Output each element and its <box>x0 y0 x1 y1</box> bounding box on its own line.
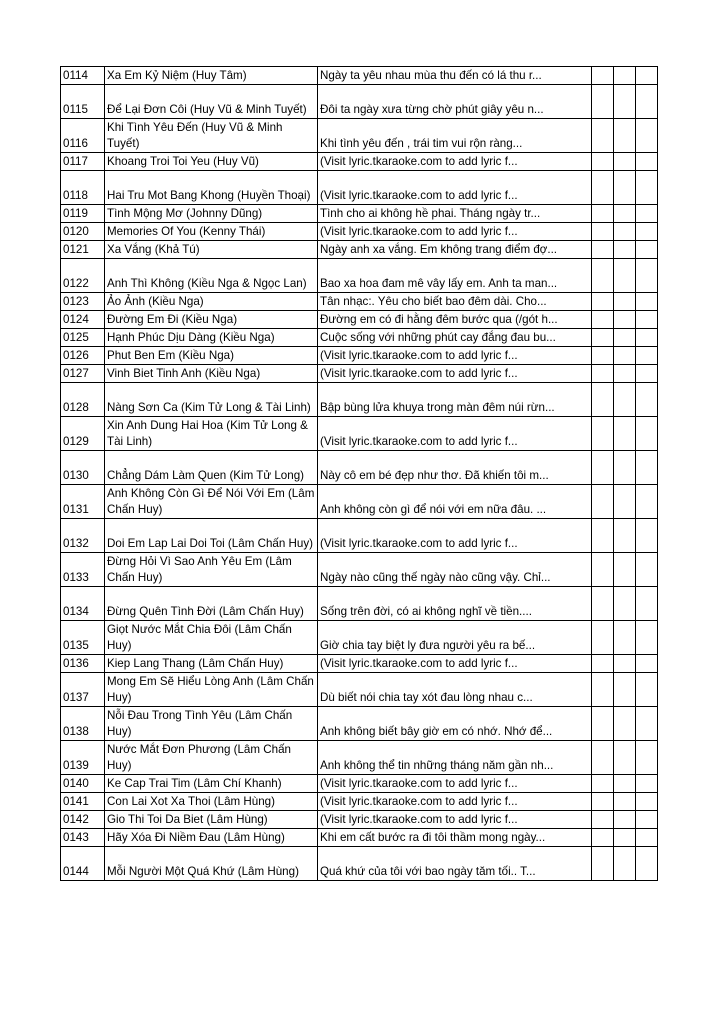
empty-cell <box>614 553 636 587</box>
table-row <box>61 655 658 673</box>
empty-cell <box>636 171 658 205</box>
table-row <box>61 223 658 241</box>
song-list-body <box>61 67 658 881</box>
song-title-cell: Ảo Ảnh (Kiều Nga) <box>105 293 318 311</box>
table-row <box>61 259 658 293</box>
empty-cell <box>636 519 658 553</box>
empty-cell <box>614 811 636 829</box>
song-id-cell: 0132 <box>61 519 105 553</box>
song-id-cell: 0141 <box>61 793 105 811</box>
empty-cell <box>592 553 614 587</box>
table-row <box>61 347 658 365</box>
song-id-cell: 0133 <box>61 553 105 587</box>
empty-cell <box>636 311 658 329</box>
empty-cell <box>636 553 658 587</box>
lyric-preview-cell: (Visit lyric.tkaraoke.com to add lyric f... <box>318 417 592 451</box>
empty-cell <box>636 655 658 673</box>
table-row <box>61 365 658 383</box>
song-title-cell: Khoang Troi Toi Yeu (Huy Vũ) <box>105 153 318 171</box>
empty-cell <box>614 451 636 485</box>
song-id-cell: 0124 <box>61 311 105 329</box>
table-row <box>61 775 658 793</box>
song-id-cell: 0115 <box>61 85 105 119</box>
empty-cell <box>592 829 614 847</box>
lyric-preview-cell: Anh không biết bây giờ em có nhớ. Nhớ để... <box>318 707 592 741</box>
empty-cell <box>636 741 658 775</box>
lyric-preview-cell: (Visit lyric.tkaraoke.com to add lyric f... <box>318 171 592 205</box>
empty-cell <box>592 311 614 329</box>
empty-cell <box>636 223 658 241</box>
empty-cell <box>636 775 658 793</box>
table-row <box>61 205 658 223</box>
song-title-cell: Xa Vắng (Khả Tú) <box>105 241 318 259</box>
empty-cell <box>592 451 614 485</box>
table-row <box>61 829 658 847</box>
empty-cell <box>592 485 614 519</box>
song-title-cell: Xin Anh Dung Hai Hoa (Kim Tử Long & Tài Linh) <box>105 417 318 451</box>
empty-cell <box>614 417 636 451</box>
lyric-preview-cell: Dù biết nói chia tay xót đau lòng nhau c... <box>318 673 592 707</box>
song-id-cell: 0131 <box>61 485 105 519</box>
lyric-preview-cell: Ngày nào cũng thế ngày nào cũng vậy. Chỉ... <box>318 553 592 587</box>
table-row <box>61 553 658 587</box>
empty-cell <box>614 775 636 793</box>
table-row <box>61 293 658 311</box>
empty-cell <box>592 655 614 673</box>
lyric-preview-cell: (Visit lyric.tkaraoke.com to add lyric f... <box>318 365 592 383</box>
empty-cell <box>592 347 614 365</box>
lyric-preview-cell: Giờ chia tay biệt ly đưa người yêu ra bế... <box>318 621 592 655</box>
empty-cell <box>636 383 658 417</box>
empty-cell <box>592 811 614 829</box>
song-id-cell: 0142 <box>61 811 105 829</box>
lyric-preview-cell: Đường em có đi hằng đêm bước qua (/gót h... <box>318 311 592 329</box>
empty-cell <box>592 223 614 241</box>
empty-cell <box>592 741 614 775</box>
song-title-cell: Hãy Xóa Đi Niềm Đau (Lâm Hùng) <box>105 829 318 847</box>
song-title-cell: Đừng Hỏi Vì Sao Anh Yêu Em (Lâm Chấn Huy) <box>105 553 318 587</box>
lyric-preview-cell: Anh không còn gì để nói với em nữa đâu. ... <box>318 485 592 519</box>
song-id-cell: 0139 <box>61 741 105 775</box>
song-title-cell: Đừng Quên Tình Đời (Lâm Chấn Huy) <box>105 587 318 621</box>
song-title-cell: Kiep Lang Thang (Lâm Chấn Huy) <box>105 655 318 673</box>
lyric-preview-cell: Khi em cất bước ra đi tôi thầm mong ngày... <box>318 829 592 847</box>
empty-cell <box>614 171 636 205</box>
table-row <box>61 811 658 829</box>
lyric-preview-cell: Tân nhạc:. Yêu cho biết bao đêm dài. Cho... <box>318 293 592 311</box>
empty-cell <box>614 311 636 329</box>
song-id-cell: 0121 <box>61 241 105 259</box>
empty-cell <box>614 293 636 311</box>
table-row <box>61 67 658 85</box>
table-row <box>61 329 658 347</box>
song-title-cell: Hai Tru Mot Bang Khong (Huyền Thoại) <box>105 171 318 205</box>
empty-cell <box>636 587 658 621</box>
song-title-cell: Đường Em Đi (Kiều Nga) <box>105 311 318 329</box>
empty-cell <box>614 741 636 775</box>
song-title-cell: Xa Em Kỷ Niệm (Huy Tâm) <box>105 67 318 85</box>
table-row <box>61 741 658 775</box>
song-id-cell: 0114 <box>61 67 105 85</box>
song-id-cell: 0125 <box>61 329 105 347</box>
empty-cell <box>636 673 658 707</box>
song-id-cell: 0119 <box>61 205 105 223</box>
empty-cell <box>592 793 614 811</box>
song-title-cell: Mong Em Sẽ Hiểu Lòng Anh (Lâm Chấn Huy) <box>105 673 318 707</box>
empty-cell <box>614 485 636 519</box>
empty-cell <box>614 85 636 119</box>
song-title-cell: Memories Of You (Kenny Thái) <box>105 223 318 241</box>
empty-cell <box>636 829 658 847</box>
empty-cell <box>614 655 636 673</box>
empty-cell <box>614 621 636 655</box>
song-title-cell: Nàng Sơn Ca (Kim Tử Long & Tài Linh) <box>105 383 318 417</box>
song-title-cell: Phut Ben Em (Kiều Nga) <box>105 347 318 365</box>
song-id-cell: 0143 <box>61 829 105 847</box>
empty-cell <box>614 587 636 621</box>
empty-cell <box>614 365 636 383</box>
empty-cell <box>636 241 658 259</box>
table-row <box>61 241 658 259</box>
empty-cell <box>592 329 614 347</box>
table-row <box>61 85 658 119</box>
song-id-cell: 0130 <box>61 451 105 485</box>
lyric-preview-cell: (Visit lyric.tkaraoke.com to add lyric f... <box>318 519 592 553</box>
empty-cell <box>636 621 658 655</box>
lyric-preview-cell: Anh không thể tin những tháng năm gần nh... <box>318 741 592 775</box>
song-id-cell: 0120 <box>61 223 105 241</box>
song-id-cell: 0117 <box>61 153 105 171</box>
song-id-cell: 0122 <box>61 259 105 293</box>
song-title-cell: Gio Thi Toi Da Biet (Lâm Hùng) <box>105 811 318 829</box>
song-title-cell: Khi Tình Yêu Đến (Huy Vũ & Minh Tuyết) <box>105 119 318 153</box>
table-row <box>61 793 658 811</box>
song-list-table <box>60 66 658 881</box>
empty-cell <box>636 67 658 85</box>
song-id-cell: 0136 <box>61 655 105 673</box>
empty-cell <box>592 383 614 417</box>
empty-cell <box>636 85 658 119</box>
empty-cell <box>592 259 614 293</box>
empty-cell <box>592 587 614 621</box>
empty-cell <box>592 365 614 383</box>
empty-cell <box>614 153 636 171</box>
lyric-preview-cell: Ngày ta yêu nhau mùa thu đến có lá thu r... <box>318 67 592 85</box>
song-id-cell: 0123 <box>61 293 105 311</box>
empty-cell <box>636 347 658 365</box>
song-title-cell: Tình Mộng Mơ (Johnny Dũng) <box>105 205 318 223</box>
empty-cell <box>636 205 658 223</box>
table-row <box>61 119 658 153</box>
empty-cell <box>592 171 614 205</box>
song-title-cell: Ke Cap Trai Tim (Lâm Chí Khanh) <box>105 775 318 793</box>
empty-cell <box>592 119 614 153</box>
song-title-cell: Để Lại Đơn Côi (Huy Vũ & Minh Tuyết) <box>105 85 318 119</box>
empty-cell <box>614 119 636 153</box>
empty-cell <box>614 329 636 347</box>
empty-cell <box>636 707 658 741</box>
lyric-preview-cell: (Visit lyric.tkaraoke.com to add lyric f... <box>318 793 592 811</box>
song-title-cell: Doi Em Lap Lai Doi Toi (Lâm Chấn Huy) <box>105 519 318 553</box>
song-title-cell: Anh Thì Không (Kiều Nga & Ngọc Lan) <box>105 259 318 293</box>
lyric-preview-cell: Ngày anh xa vắng. Em không trang điểm đợ... <box>318 241 592 259</box>
empty-cell <box>592 707 614 741</box>
empty-cell <box>592 621 614 655</box>
song-id-cell: 0135 <box>61 621 105 655</box>
lyric-preview-cell: Tình cho ai không hề phai. Tháng ngày tr... <box>318 205 592 223</box>
table-row <box>61 383 658 417</box>
empty-cell <box>636 485 658 519</box>
empty-cell <box>592 847 614 881</box>
empty-cell <box>636 847 658 881</box>
song-title-cell: Chẳng Dám Làm Quen (Kim Tử Long) <box>105 451 318 485</box>
empty-cell <box>636 153 658 171</box>
empty-cell <box>614 673 636 707</box>
lyric-preview-cell: Sống trên đời, có ai không nghĩ về tiền.... <box>318 587 592 621</box>
song-title-cell: Hạnh Phúc Dịu Dàng (Kiều Nga) <box>105 329 318 347</box>
table-row <box>61 673 658 707</box>
empty-cell <box>592 293 614 311</box>
table-row <box>61 621 658 655</box>
empty-cell <box>592 673 614 707</box>
empty-cell <box>592 153 614 171</box>
song-id-cell: 0118 <box>61 171 105 205</box>
empty-cell <box>636 293 658 311</box>
lyric-preview-cell: Bao xa hoa đam mê vây lấy em. Anh ta man... <box>318 259 592 293</box>
table-row <box>61 587 658 621</box>
empty-cell <box>592 67 614 85</box>
lyric-preview-cell: (Visit lyric.tkaraoke.com to add lyric f... <box>318 223 592 241</box>
song-id-cell: 0134 <box>61 587 105 621</box>
song-title-cell: Anh Không Còn Gì Để Nói Với Em (Lâm Chấn Huy) <box>105 485 318 519</box>
song-id-cell: 0126 <box>61 347 105 365</box>
lyric-preview-cell: Khi tình yêu đến , trái tim vui rộn ràng... <box>318 119 592 153</box>
empty-cell <box>614 829 636 847</box>
empty-cell <box>614 847 636 881</box>
empty-cell <box>636 365 658 383</box>
song-id-cell: 0129 <box>61 417 105 451</box>
lyric-preview-cell: (Visit lyric.tkaraoke.com to add lyric f... <box>318 153 592 171</box>
song-id-cell: 0140 <box>61 775 105 793</box>
song-title-cell: Vinh Biet Tinh Anh (Kiều Nga) <box>105 365 318 383</box>
table-row <box>61 417 658 451</box>
table-row <box>61 451 658 485</box>
empty-cell <box>614 519 636 553</box>
empty-cell <box>614 259 636 293</box>
song-id-cell: 0116 <box>61 119 105 153</box>
empty-cell <box>614 707 636 741</box>
empty-cell <box>592 775 614 793</box>
empty-cell <box>636 119 658 153</box>
table-row <box>61 847 658 881</box>
table-row <box>61 519 658 553</box>
empty-cell <box>614 383 636 417</box>
empty-cell <box>636 259 658 293</box>
empty-cell <box>592 417 614 451</box>
empty-cell <box>614 347 636 365</box>
empty-cell <box>636 329 658 347</box>
song-id-cell: 0127 <box>61 365 105 383</box>
empty-cell <box>614 223 636 241</box>
lyric-preview-cell: (Visit lyric.tkaraoke.com to add lyric f... <box>318 811 592 829</box>
table-row <box>61 311 658 329</box>
song-id-cell: 0128 <box>61 383 105 417</box>
empty-cell <box>592 241 614 259</box>
song-title-cell: Nỗi Đau Trong Tình Yêu (Lâm Chấn Huy) <box>105 707 318 741</box>
empty-cell <box>614 67 636 85</box>
song-id-cell: 0144 <box>61 847 105 881</box>
lyric-preview-cell: (Visit lyric.tkaraoke.com to add lyric f... <box>318 347 592 365</box>
empty-cell <box>614 241 636 259</box>
song-id-cell: 0137 <box>61 673 105 707</box>
lyric-preview-cell: Cuộc sống với những phút cay đắng đau bu... <box>318 329 592 347</box>
empty-cell <box>636 793 658 811</box>
empty-cell <box>614 205 636 223</box>
lyric-preview-cell: (Visit lyric.tkaraoke.com to add lyric f... <box>318 775 592 793</box>
lyric-preview-cell: Quá khứ của tôi với bao ngày tăm tối.. T... <box>318 847 592 881</box>
song-title-cell: Nước Mắt Đơn Phương (Lâm Chấn Huy) <box>105 741 318 775</box>
empty-cell <box>592 85 614 119</box>
table-row <box>61 171 658 205</box>
table-row <box>61 485 658 519</box>
empty-cell <box>636 417 658 451</box>
lyric-preview-cell: Này cô em bé đẹp như thơ. Đã khiến tôi m... <box>318 451 592 485</box>
empty-cell <box>636 451 658 485</box>
empty-cell <box>592 205 614 223</box>
lyric-preview-cell: Bập bùng lửa khuya trong màn đêm núi rừn... <box>318 383 592 417</box>
table-row <box>61 153 658 171</box>
table-row <box>61 707 658 741</box>
empty-cell <box>592 519 614 553</box>
empty-cell <box>636 811 658 829</box>
song-title-cell: Giọt Nước Mắt Chia Đôi (Lâm Chấn Huy) <box>105 621 318 655</box>
empty-cell <box>614 793 636 811</box>
lyric-preview-cell: Đôi ta ngày xưa từng chờ phút giây yêu n... <box>318 85 592 119</box>
song-title-cell: Mỗi Người Một Quá Khứ (Lâm Hùng) <box>105 847 318 881</box>
lyric-preview-cell: (Visit lyric.tkaraoke.com to add lyric f... <box>318 655 592 673</box>
song-title-cell: Con Lai Xot Xa Thoi (Lâm Hùng) <box>105 793 318 811</box>
song-id-cell: 0138 <box>61 707 105 741</box>
